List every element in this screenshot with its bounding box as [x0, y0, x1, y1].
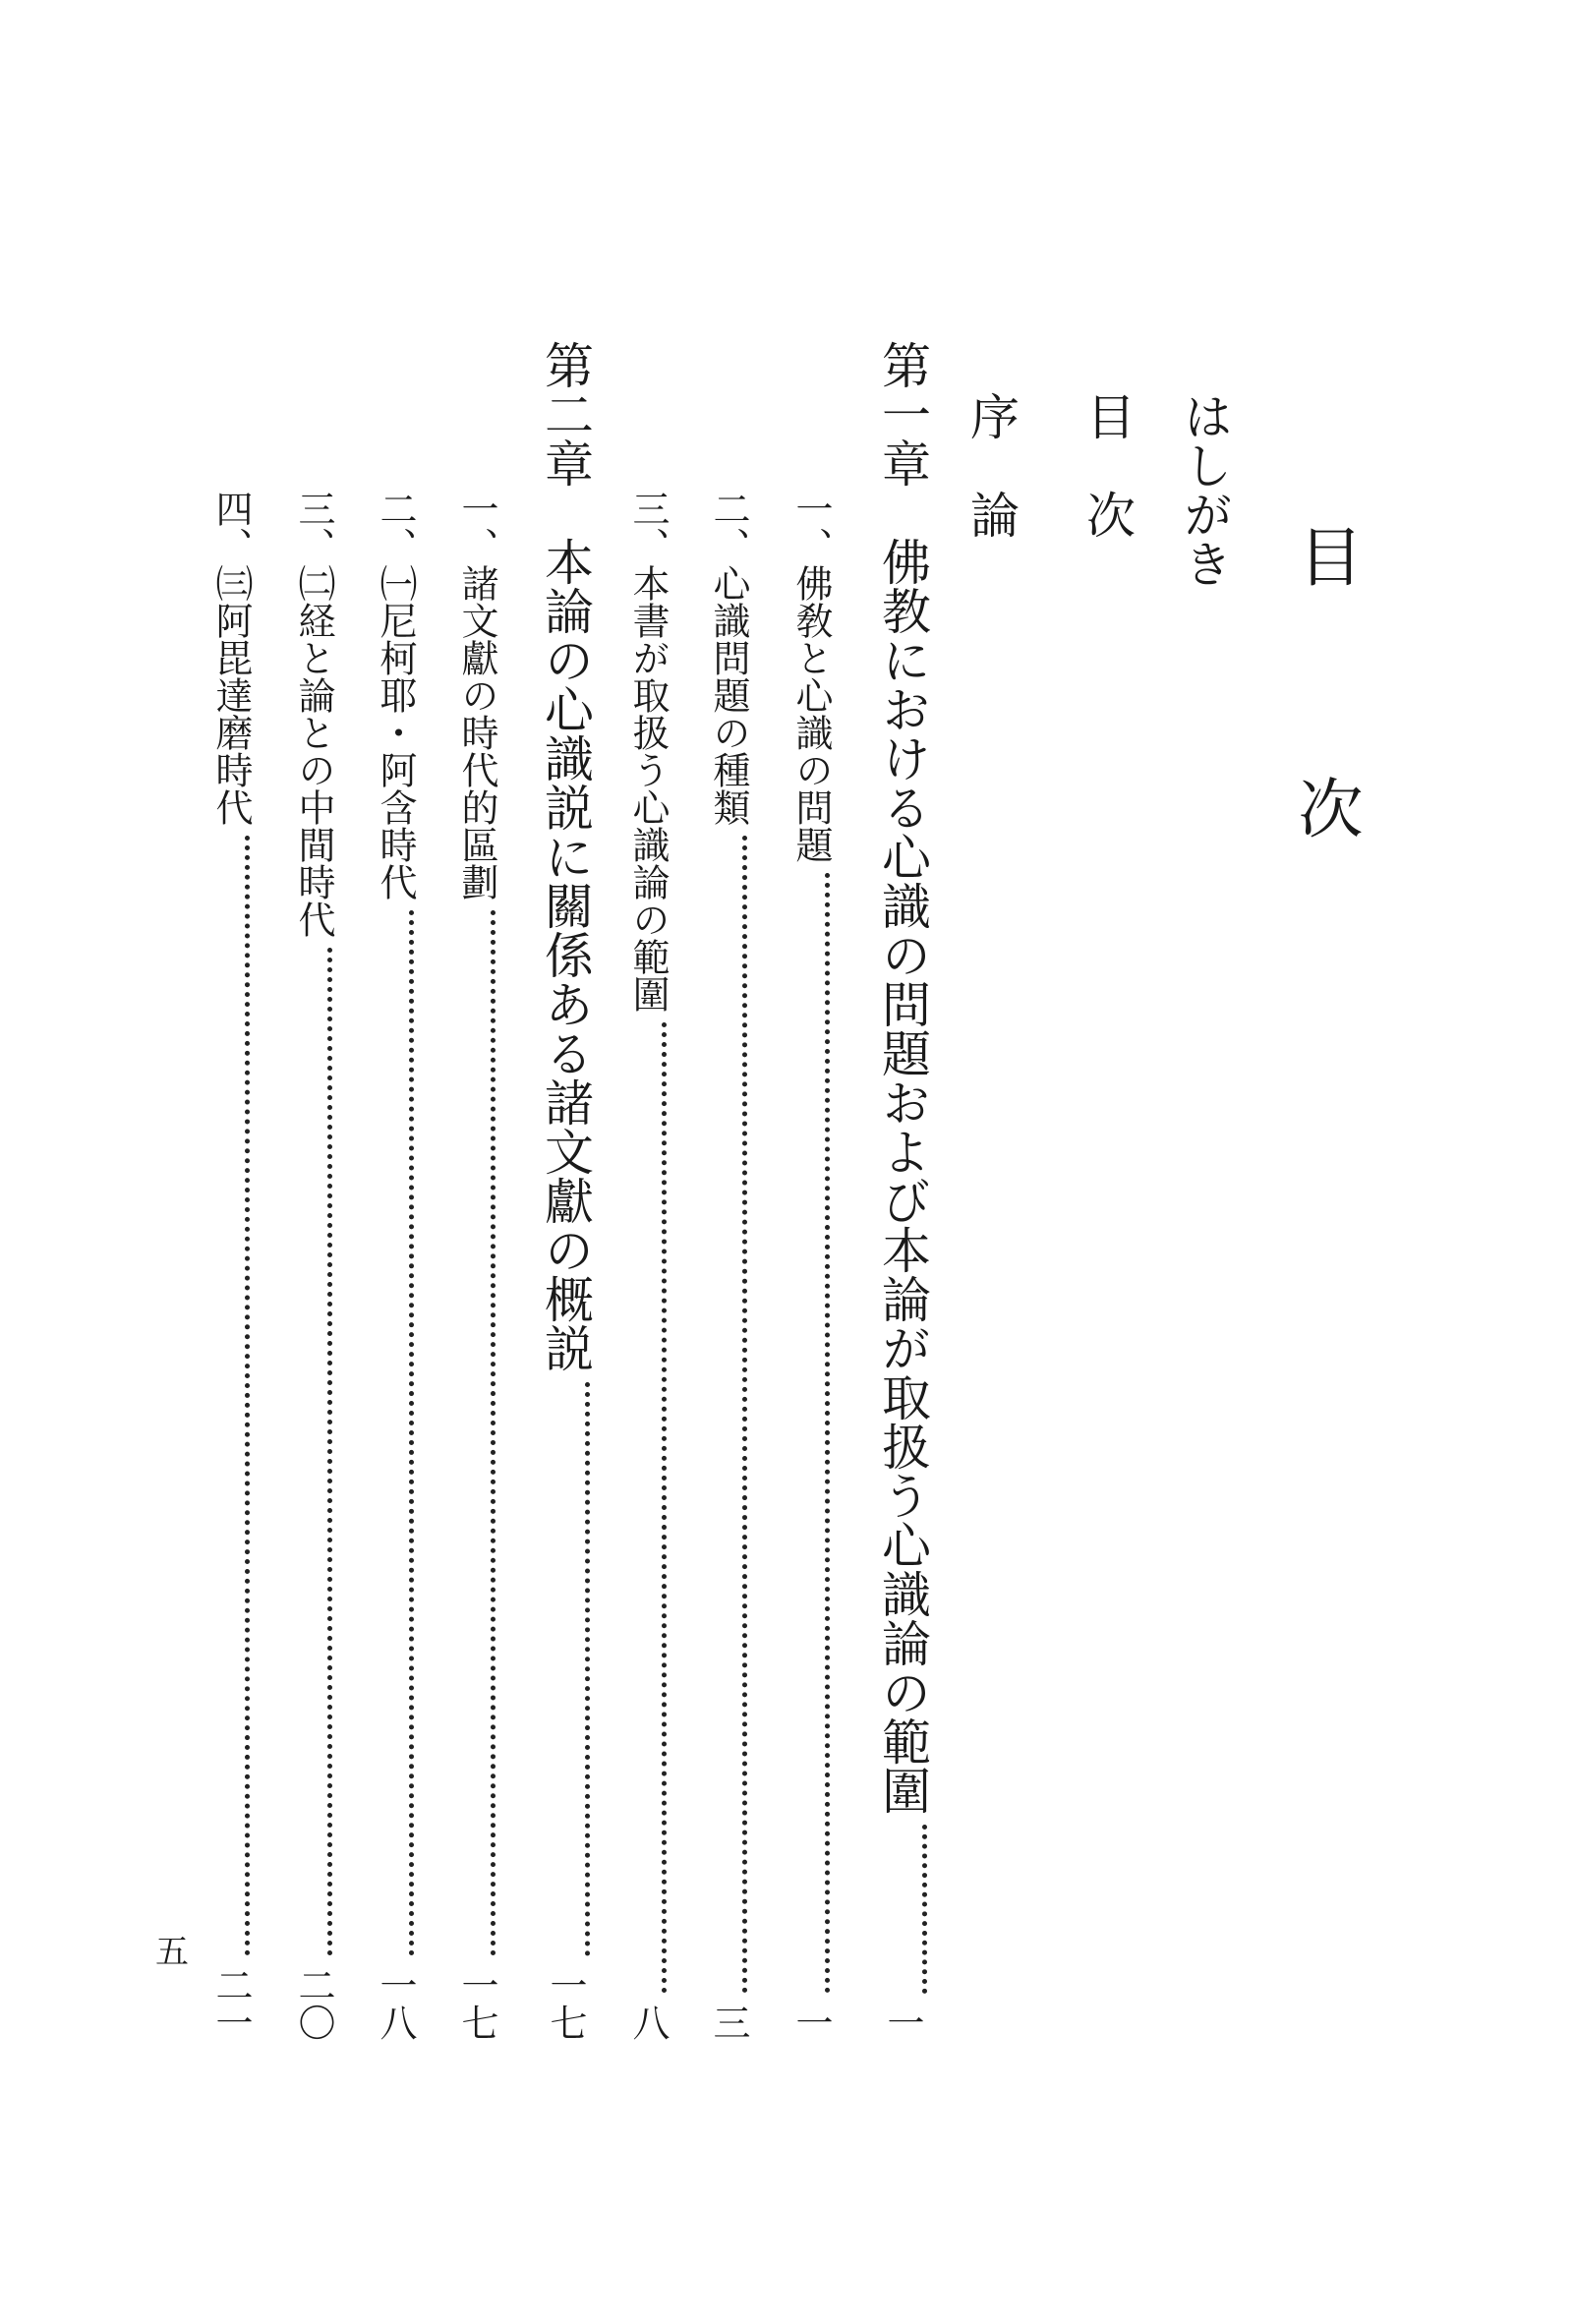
toc-leader	[629, 1022, 667, 1994]
toc-leader	[295, 948, 332, 1956]
toc-section-2-4	[209, 490, 253, 2041]
toc-section-1-3	[626, 490, 670, 2041]
page-title	[1287, 523, 1363, 840]
toc-section-2-4-page: 二一	[209, 1966, 253, 2041]
toc-section-2-3-label: 三、㈡経と論との中間時代	[292, 490, 335, 938]
toc-section-2-4-label: 四、㈢阿毘達磨時代	[209, 490, 253, 826]
toc-section-2-1	[455, 490, 498, 2041]
toc-chapter-2-page: 一七	[544, 1966, 587, 2041]
toc-leader	[878, 1825, 927, 1994]
toc-section-2-3-page: 二〇	[292, 1966, 335, 2041]
toc-section-1-2	[707, 490, 750, 2041]
toc-leader	[710, 836, 747, 1994]
toc-section-1-3-label: 三、本書が取扱う心識論の範圍	[626, 490, 670, 1013]
page-number: 五	[155, 1933, 189, 1972]
toc-section-1-3-page: 八	[626, 2004, 670, 2041]
toc-leader	[458, 910, 496, 1956]
toc-front-hashigaki: はしがき	[1176, 391, 1233, 588]
toc-chapter-1-page: 一	[881, 2004, 924, 2041]
toc-chapter-1-label: 第一章 佛教における心識の問題および本論が取扱う心識論の範圍	[874, 340, 931, 1815]
toc-section-1-1-page: 一	[789, 2004, 833, 2041]
toc-leader	[212, 836, 250, 1956]
toc-section-1-1	[789, 490, 833, 2041]
toc-section-2-2-page: 一八	[374, 1966, 417, 2041]
toc-chapter-1	[874, 340, 931, 2041]
toc-section-1-1-label: 一、佛敎と心識の問題	[789, 490, 833, 863]
toc-leader	[541, 1382, 590, 1956]
toc-chapter-2-label: 第二章 本論の心識説に關係ある諸文獻の概説	[537, 340, 594, 1372]
toc-front-mokuji: 目 次	[1079, 391, 1136, 539]
toc-section-1-2-page: 三	[707, 2004, 750, 2041]
toc-leader	[792, 873, 830, 1994]
toc-front-joron: 序 論	[962, 391, 1020, 539]
toc-section-1-2-label: 二、心識問題の種類	[707, 490, 750, 826]
toc-leader	[377, 910, 414, 1956]
toc-section-2-2-label: 二、㈠尼柯耶・阿含時代	[374, 490, 417, 901]
toc-section-2-2	[374, 490, 417, 2041]
page-title-second: 次	[1287, 775, 1363, 840]
toc-section-2-1-label: 一、諸文獻の時代的區劃	[455, 490, 498, 901]
page-title-first: 目	[1287, 523, 1363, 588]
toc-chapter-2	[537, 340, 594, 2041]
toc-section-2-1-page: 一七	[455, 1966, 498, 2041]
toc-section-2-3	[292, 490, 335, 2041]
